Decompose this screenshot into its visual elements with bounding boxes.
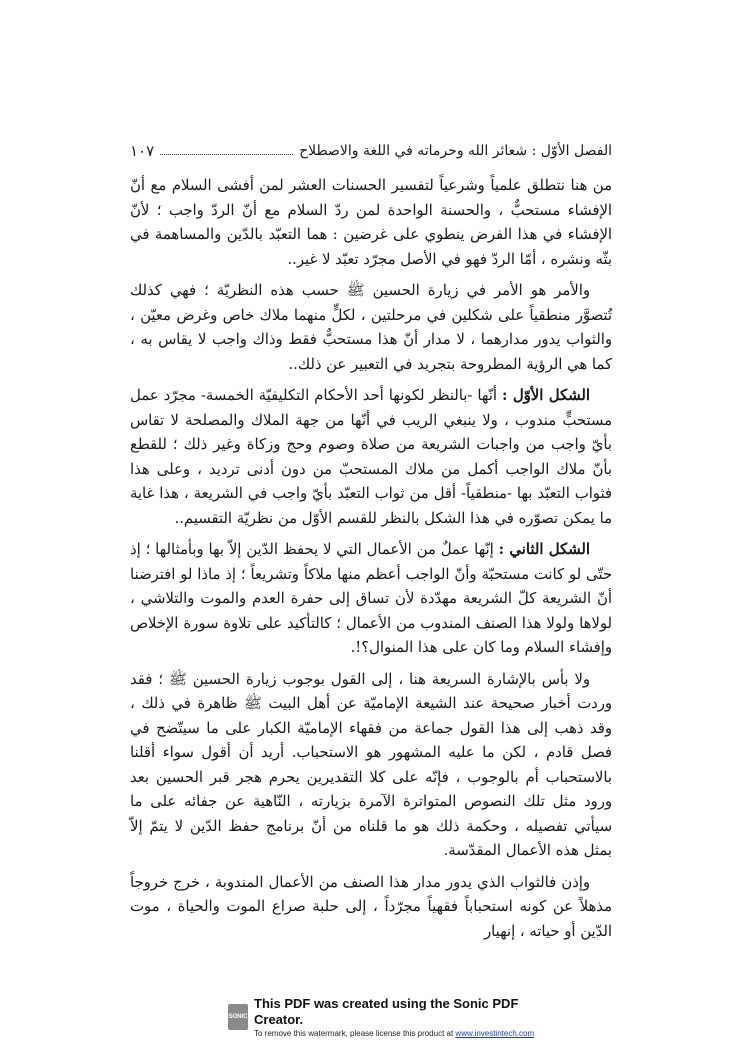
- chapter-title: الفصل الأوّل : شعائر الله وحرماته في اللغة والاصطلاح: [299, 143, 612, 159]
- paragraph: [130, 384, 612, 531]
- section-heading: الشكل الأوّل :: [501, 387, 590, 404]
- paragraph-text: أنّها -بالنظر لكونها أحد الأحكام التكليفيّة الخمسة- مجرّد عمل مستحبٍّ مندوب ، ولا ينبغي الريب في أنّها من جهة الملاك والمصلحة لا تقاس بأيّ واجب من واجبات الشريعة من صلاة وصوم وحج وزكاة وغير ذلك ؛ للقطع بأنّ ملاك الواجب أكمل من ملاك المستحبّ من دون أدنى ترديد ، وعلى هذا فثواب التعبّد بها -منطقياً- أقل من ثواب التعبّد بأيّ واجب في الشريعة ، هذا غاية ما يمكن تصوّره في هذا الشكل بالنظر للقسم الأوّل من نظريّة التقسيم..: [130, 387, 612, 527]
- paragraph: [130, 871, 612, 945]
- watermark-link[interactable]: www.investintech.com: [455, 1028, 535, 1038]
- watermark-text: [254, 996, 538, 1039]
- paragraph-text: من هنا نتطلق علمياً وشرعياً لتفسير الحسنات العشر لمن أفشى السلام مع أنّ الإفشاء مستحبٌّ ، والحسنة الواحدة لمن ردّ السلام مع أنّ الردّ واجب ؛ لأنّ الإفشاء في هذا الفرض ينطوي على غرضين : هما التعبّد بالدّين والمساهمة في بثّه ونشره ، أمّا الردّ فهو في الأصل مجرّد تعبّد لا غير..: [130, 177, 612, 268]
- leader-dots: [160, 154, 293, 155]
- page-number: ١٠٧: [130, 142, 155, 160]
- watermark-line2: [254, 1028, 538, 1039]
- paragraph: [130, 668, 612, 864]
- paragraph-text: ولا بأس بالإشارة السريعة هنا ، إلى القول بوجوب زيارة الحسين ﷺ ؛ فقد وردت أخبار صحيحة عند الشيعة الإماميّة عن أهل البيت ﷺ ظاهرة في ذلك ، وقد ذهب إلى هذا القول جماعة من فقهاء الإماميّة الكبار على ما سيتّضح في فصل قادم ، لكن ما عليه المشهور هو الاستحباب. أريد أن أقول سواء أقلنا بالاستحباب أم بالوجوب ، فإنّه على كلا التقديرين يحرم هجر قبر الحسين بعد ورود مثل تلك النصوص المتواترة الآمرة بزيارته ، النّاهية عن جفائه على ما سيأتي تفصيله ، وحكمة ذلك هو ما قلناه من أنّ برنامج حفظ الدّين لا يتمّ إلاّ بمثل هذه الأعمال المقدّسة.: [130, 670, 612, 859]
- watermark-line1: This PDF was created using the Sonic PDF Creator.: [254, 995, 519, 1027]
- paragraph: [130, 538, 612, 661]
- watermark-footer: [228, 995, 538, 1046]
- body-text: [130, 174, 612, 940]
- section-heading: الشكل الثاني :: [498, 541, 590, 558]
- paragraph-text: والأمر هو الأمر في زيارة الحسين ﷺ حسب هذه النظريّة ؛ فهي كذلك تُتصوَّر منطقياً على شكلين في مرحلتين ، لكلٍّ منهما ملاك خاص وغرض معيّن ، والثواب يدور مدارهما ، لا مدار أنّ هذا مستحبٌّ فقط وذاك واجب لا يقاس به ، كما هي الرؤية المطروحة بتجريد في التعبير عن ذلك..: [130, 282, 612, 373]
- sonic-pdf-logo: SONIC PDF: [228, 1004, 248, 1030]
- running-header: [130, 140, 612, 162]
- paragraph: [130, 279, 612, 377]
- paragraph: [130, 174, 612, 272]
- paragraph-text: وإذن فالثواب الذي يدور مدار هذا الصنف من الأعمال المندوبة ، خرج خروجاً مذهلاً عن كونه استحباباً فقهياً مجرّداً ، إلى حلبة صراع الموت والحياة ، موت الدّين أو حياته ، إنهيار: [130, 873, 612, 940]
- paragraph-text: إنّها عملٌ من الأعمال التي لا يحفظ الدّين إلاّ بها وبأمثالها ؛ إذ حتّى لو كانت مستحبّة وأنّ الواجب أعظم منها ملاكاً وتشريعاً ؛ إذ ماذا لو افترضنا أنّ الشريعة كلّ الشريعة مهدّدة لأن تساق إلى حفرة العدم والموت والتلاشي ، لولاها ولولا هذا الصنف المندوب من الأعمال ؛ كالتأكيد على تلاوة سورة الإخلاص وإفشاء السلام وما كان على هذا المنوال؟!.: [130, 541, 612, 656]
- watermark-line2-prefix: To remove this watermark, please license this product at: [254, 1028, 456, 1038]
